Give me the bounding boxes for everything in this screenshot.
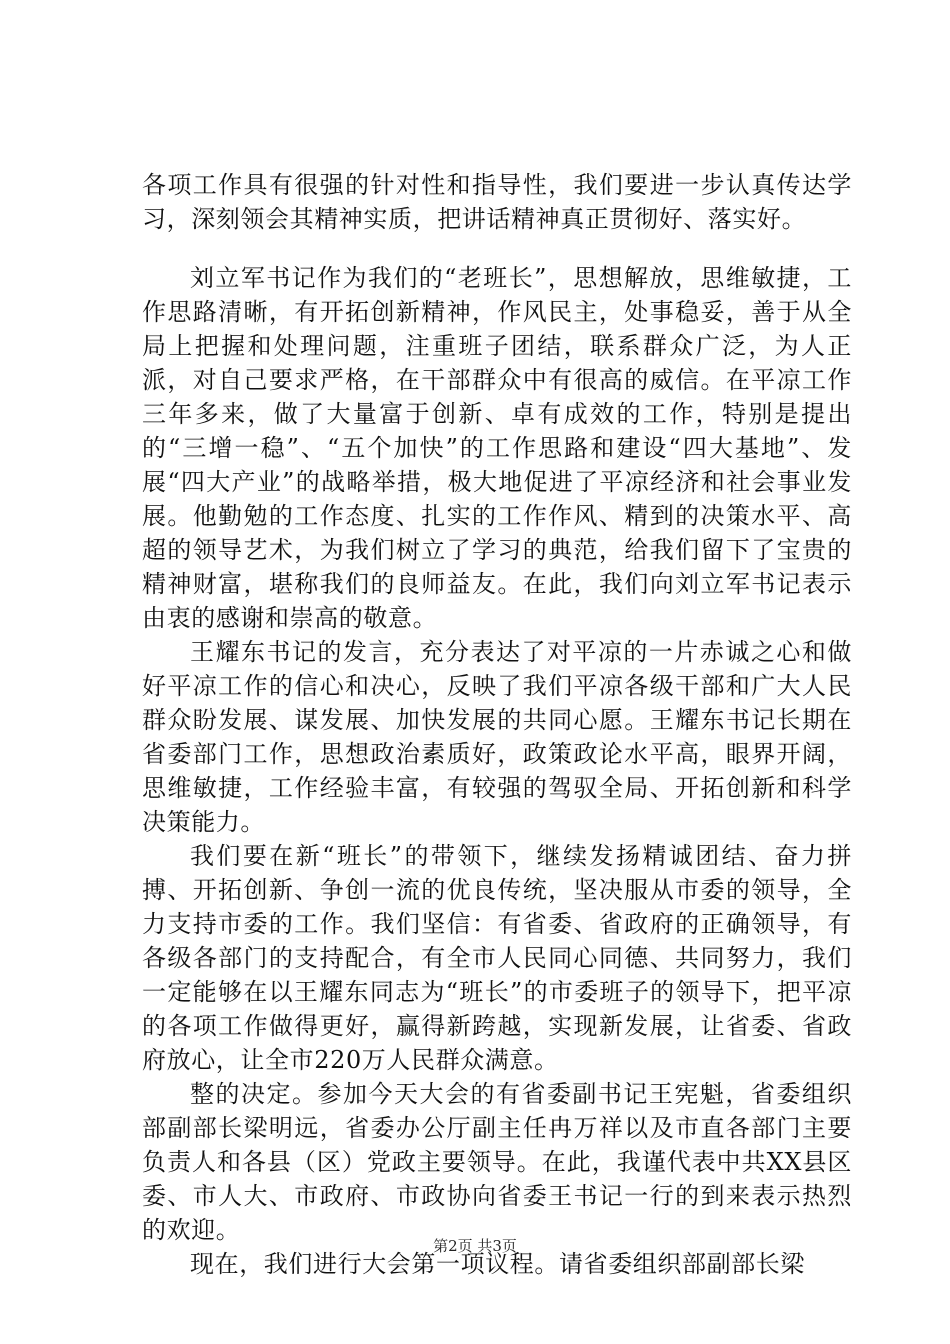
paragraph-5: 整的决定。参加今天大会的有省委副书记王宪魁，省委组织部副部长梁明远，省委办公厅副主任冉万祥以及市直各部门主要负责人和各县（区）党政主要领导。在此，我谨代表中共XX县区委、市人大、市政府、市政协向省委王书记一行的到来表示热烈的欢迎。 [142, 1080, 852, 1244]
document-body [142, 168, 852, 1281]
paragraph-4: 我们要在新“班长”的带领下，继续发扬精诚团结、奋力拼搏、开拓创新、争创一流的优良传统，坚决服从市委的领导，全力支持市委的工作。我们坚信：有省委、省政府的正确领导，有各级各部门的支持配合，有全市人民同心同德、共同努力，我们一定能够在以王耀东同志为“班长”的市委班子的领导下，把平凉的各项工作做得更好，赢得新跨越，实现新发展，让省委、省政府放心，让全市220万人民群众满意。 [142, 842, 852, 1074]
paragraph-6: 现在，我们进行大会第一项议程。请省委组织部副部长梁 [190, 1250, 805, 1278]
paragraph-3: 王耀东书记的发言，充分表达了对平凉的一片赤诚之心和做好平凉工作的信心和决心，反映了我们平凉各级干部和广大人民群众盼发展、谋发展、加快发展的共同心愿。王耀东书记长期在省委部门工作，思想政治素质好，政策政论水平高，眼界开阔，思维敏捷，工作经验丰富，有较强的驾驭全局、开拓创新和科学决策能力。 [142, 638, 852, 836]
paragraph-1: 各项工作具有很强的针对性和指导性，我们要进一步认真传达学习，深刻领会其精神实质，把讲话精神真正贯彻好、落实好。 [142, 171, 852, 233]
page-number-footer: 第2页 共3页 [433, 1237, 517, 1255]
paragraph-2: 刘立军书记作为我们的“老班长”，思想解放，思维敏捷，工作思路清晰，有开拓创新精神，作风民主，处事稳妥，善于从全局上把握和处理问题，注重班子团结，联系群众广泛，为人正派，对自己要求严格，在干部群众中有很高的威信。在平凉工作三年多来，做了大量富于创新、卓有成效的工作，特别是提出的“三增一稳”、“五个加快”的工作思路和建设“四大基地”、发展“四大产业”的战略举措，极大地促进了平凉经济和社会事业发展。他勤勉的工作态度、扎实的工作作风、精到的决策水平、高超的领导艺术，为我们树立了学习的典范，给我们留下了宝贵的精神财富，堪称我们的良师益友。在此，我们向刘立军书记表示由衷的感谢和崇高的敬意。 [142, 264, 852, 632]
